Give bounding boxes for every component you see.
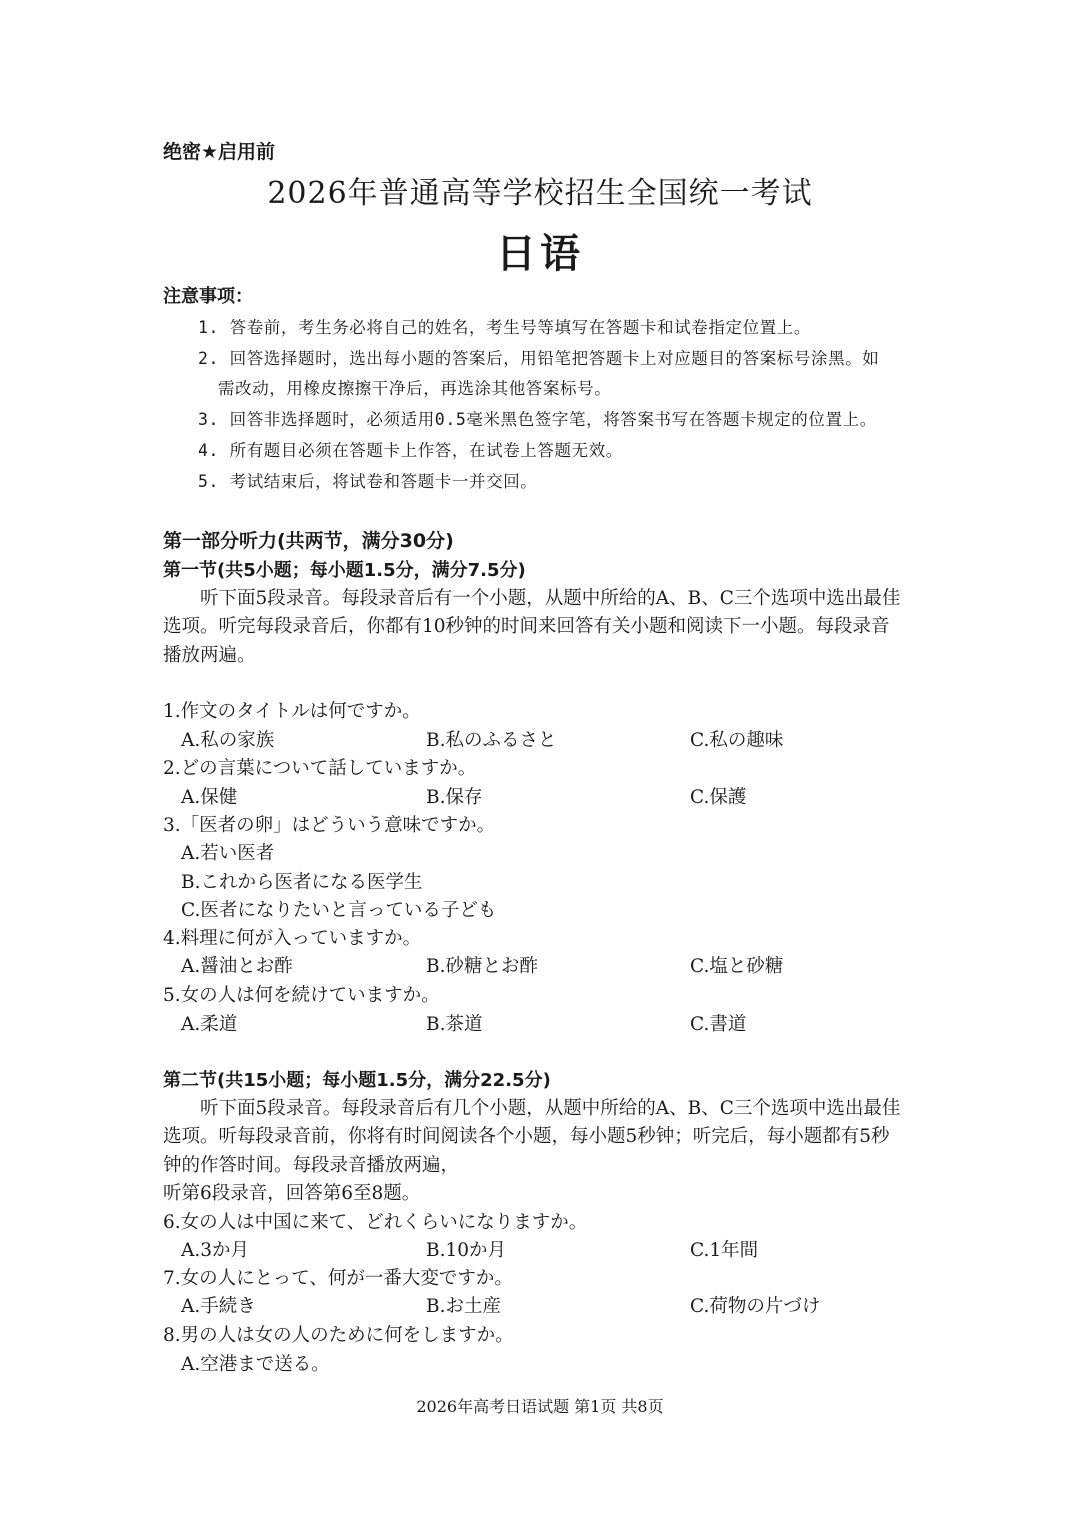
option-a: A.醤油とお酢	[181, 956, 293, 977]
question-5: 5.女の人は何を続けていますか。	[163, 985, 440, 1006]
option-c: C.荷物の片づけ	[690, 1296, 821, 1317]
option-a: A.柔道	[181, 1014, 238, 1035]
option-a: A.若い医者	[181, 843, 275, 864]
section1-title: 第一节(共5小题；每小题1.5分，满分7.5分)	[163, 560, 526, 581]
section2-title: 第二节(共15小题；每小题1.5分，满分22.5分)	[163, 1070, 551, 1091]
notice-item: 4. 所有题目必须在答题卡上作答，在试卷上答题无效。	[198, 441, 623, 460]
option-a: A.保健	[181, 787, 238, 808]
page-footer: 2026年高考日语试题 第1页 共8页	[416, 1397, 664, 1416]
question-8: 8.男の人は女の人のために何をしますか。	[163, 1325, 514, 1346]
section2-instructions: 钟的作答时间。每段录音播放两遍，	[163, 1155, 460, 1176]
notice-title: 注意事项：	[163, 286, 253, 307]
option-b: B.10か月	[426, 1240, 507, 1261]
option-b: B.砂糖とお酢	[426, 956, 538, 977]
section2-instructions: 听第6段录音，回答第6至8题。	[163, 1183, 421, 1204]
notice-item: 3. 回答非选择题时，必须适用0.5毫米黑色签字笔，将答案书写在答题卡规定的位置上。	[198, 410, 877, 429]
exam-title: 2026年普通高等学校招生全国统一考试	[267, 176, 813, 211]
option-a: A.私の家族	[181, 730, 275, 751]
notice-item-continued: 需改动，用橡皮擦擦干净后，再选涂其他答案标号。	[218, 379, 612, 398]
notice-item: 5. 考试结束后，将试卷和答题卡一并交回。	[198, 472, 538, 491]
option-c: C.医者になりたいと言っている子ども	[181, 900, 497, 921]
section1-instructions: 选项。听完每段录音后，你都有10秒钟的时间来回答有关小题和阅读下一小题。每段录音	[163, 616, 890, 637]
option-c: C.私の趣味	[690, 730, 784, 751]
question-4: 4.料理に何が入っていますか。	[163, 928, 422, 949]
option-a: A.3か月	[181, 1240, 250, 1261]
confidential-label: 绝密★启用前	[163, 141, 276, 163]
question-7: 7.女の人にとって、何が一番大変ですか。	[163, 1268, 513, 1289]
section2-instructions: 选项。听每段录音前，你将有时间阅读各个小题，每小题5秒钟；听完后，每小题都有5秒	[163, 1126, 890, 1147]
question-2: 2.どの言葉について話していますか。	[163, 758, 477, 779]
option-b: B.お土産	[426, 1296, 501, 1317]
option-b: B.茶道	[426, 1014, 483, 1035]
option-c: C.1年間	[690, 1240, 759, 1261]
option-a: A.空港まで送る。	[181, 1354, 330, 1375]
question-3: 3.「医者の卵」はどういう意味ですか。	[163, 815, 496, 836]
option-b: B.保存	[426, 787, 483, 808]
question-6: 6.女の人は中国に来て、どれくらいになりますか。	[163, 1212, 588, 1233]
question-1: 1.作文のタイトルは何ですか。	[163, 701, 421, 722]
option-a: A.手続き	[181, 1296, 256, 1317]
option-c: C.保護	[690, 787, 747, 808]
option-b: B.私のふるさと	[426, 730, 557, 751]
section1-instructions: 播放两遍。	[163, 645, 256, 666]
option-c: C.塩と砂糖	[690, 956, 784, 977]
section1-instructions: 听下面5段录音。每段录音后有一个小题，从题中所给的A、B、C三个选项中选出最佳	[200, 588, 901, 609]
part1-title: 第一部分听力(共两节，满分30分)	[163, 530, 454, 552]
section2-instructions: 听下面5段录音。每段录音后有几个小题，从题中所给的A、B、C三个选项中选出最佳	[200, 1098, 901, 1119]
notice-item: 1. 答卷前，考生务必将自己的姓名，考生号等填写在答题卡和试卷指定位置上。	[198, 318, 812, 337]
option-c: C.書道	[690, 1014, 747, 1035]
notice-item: 2. 回答选择题时，选出每小题的答案后，用铅笔把答题卡上对应题目的答案标号涂黑。如	[198, 349, 880, 368]
subject-title: 日语	[496, 231, 584, 277]
option-b: B.これから医者になる医学生	[181, 872, 423, 893]
